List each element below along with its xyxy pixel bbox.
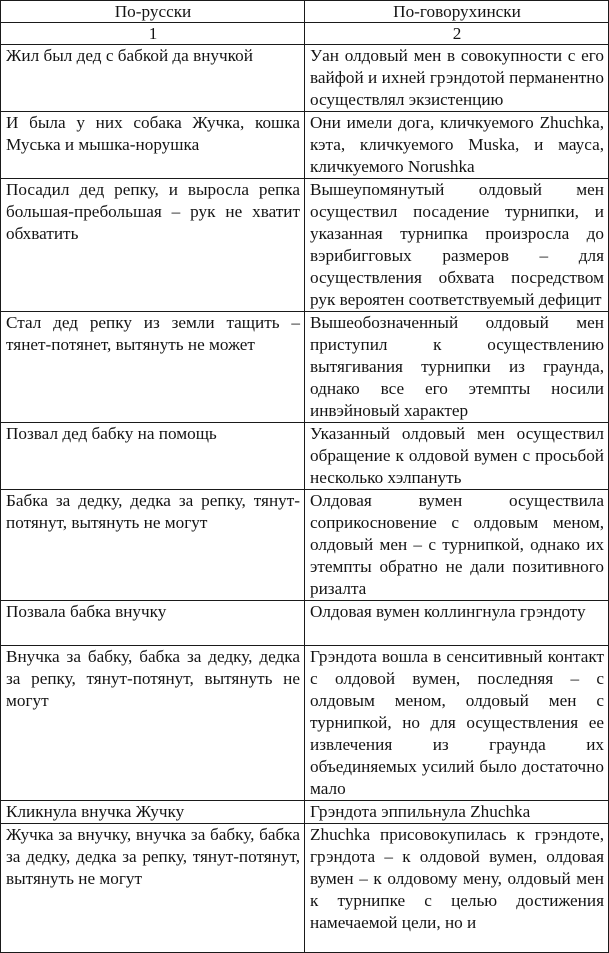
table-row xyxy=(1,824,609,953)
govorukhin-cell: Олдовая вумен осуществила соприкосновение с олдовым меном, олдовый мен – с турнипкой, однако их этемпты обратно не дали позитивного ризалта xyxy=(305,490,609,601)
russian-cell: Позвал дед бабку на помощь xyxy=(1,423,305,490)
russian-cell: Позвала бабка внучку xyxy=(1,601,305,646)
govorukhin-cell: Zhuchka присовокупилась к грэндоте, грэндота – к олдовой вумен, олдовая вумен – к олдовому мену, олдовый мен к турнипке с целью достижения намечаемой цели, но и xyxy=(305,824,609,953)
table-row xyxy=(1,646,609,801)
govorukhin-cell: Уан олдовый мен в совокупности с его вайфой и ихней грэндотой перманентно осуществлял экзистенцию xyxy=(305,45,609,112)
govorukhin-cell: Вышеобозначенный олдовый мен приступил к осуществлению вытягивания турнипки из граунда, однако все его этемпты носили инвэйновый характер xyxy=(305,312,609,423)
table-row xyxy=(1,601,609,646)
russian-cell: Внучка за бабку, бабка за дедку, дедка за репку, тянут-потянут, вытянуть не могут xyxy=(1,646,305,801)
russian-cell: Бабка за дедку, дедка за репку, тянут-потянут, вытянуть не могут xyxy=(1,490,305,601)
table-row xyxy=(1,801,609,824)
header-row xyxy=(1,1,609,23)
govorukhin-cell: Указанный олдовый мен осуществил обращение к олдовой вумен с просьбой несколько хэлпануть xyxy=(305,423,609,490)
russian-cell: Жучка за внучку, внучка за бабку, бабка за дедку, дедка за репку, тянут-потянут, вытянуть не могут xyxy=(1,824,305,953)
govorukhin-cell: Вышеупомянутый олдовый мен осуществил посадение турнипки, и указанная турнипка произросла до вэрибигговых размеров – для осуществления обхвата посредством рук вероятен соответствуемый дефицит xyxy=(305,179,609,312)
russian-cell: Стал дед репку из земли тащить – тянет-потянет, вытянуть не может xyxy=(1,312,305,423)
column-number-1: 1 xyxy=(1,23,305,45)
govorukhin-cell: Олдовая вумен коллингнула грэндоту xyxy=(305,601,609,646)
column-number-2: 2 xyxy=(305,23,609,45)
column-header-govorukhin: По-говорухински xyxy=(305,1,609,23)
govorukhin-cell: Грэндота вошла в сенситивный контакт с олдовой вумен, последняя – с олдовым меном, олдовый мен с турнипкой, но для осуществления ее извлечения из граунда их объединяемых усилий было достаточно мало xyxy=(305,646,609,801)
table-row xyxy=(1,423,609,490)
column-number-row xyxy=(1,23,609,45)
table-row xyxy=(1,112,609,179)
govorukhin-cell: Грэндота эппильнула Zhuchka xyxy=(305,801,609,824)
russian-cell: Посадил дед репку, и выросла репка большая-пребольшая – рук не хватит обхватить xyxy=(1,179,305,312)
table-row xyxy=(1,179,609,312)
russian-cell: Жил был дед с бабкой да внучкой xyxy=(1,45,305,112)
govorukhin-cell: Они имели дога, кличкуемого Zhuchka, кэта, кличкуемого Muska, и мауса, кличкуемого Norushka xyxy=(305,112,609,179)
table-row xyxy=(1,490,609,601)
column-header-russian: По-русски xyxy=(1,1,305,23)
russian-cell: Кликнула внучка Жучку xyxy=(1,801,305,824)
table-row xyxy=(1,312,609,423)
table-row xyxy=(1,45,609,112)
russian-cell: И была у них собака Жучка, кошка Муська и мышка-норушка xyxy=(1,112,305,179)
